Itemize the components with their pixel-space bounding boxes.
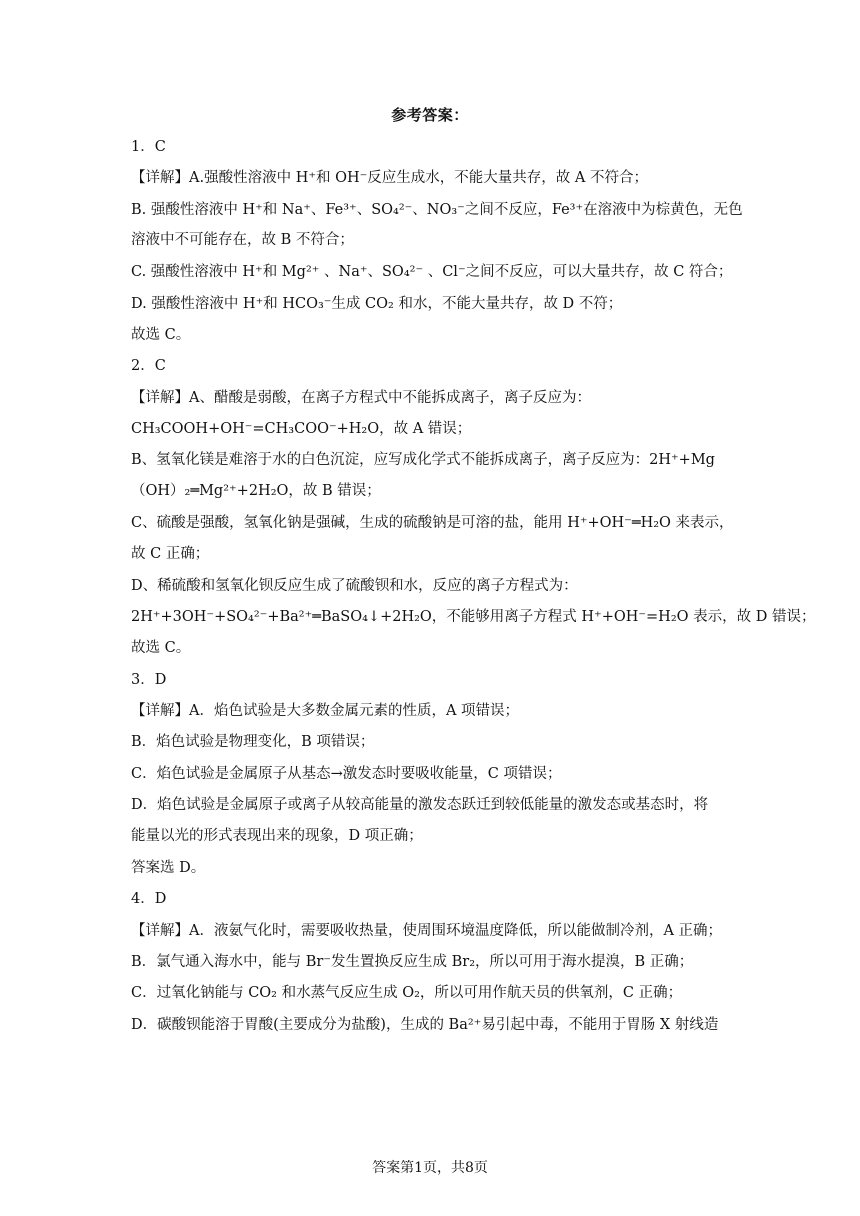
answer-line: 故 C 正确； bbox=[131, 546, 210, 562]
answer-line: 【详解】A．液氨气化时，需要吸收热量，使周围环境温度降低，所以能做制冷剂，A 正确； bbox=[131, 923, 723, 939]
answer-line: 故选 C。 bbox=[131, 640, 191, 656]
answer-line: D．焰色试验是金属原子或离子从较高能量的激发态跃迁到较低能量的激发态或基态时，将 bbox=[131, 797, 709, 813]
answer-line: D. 强酸性溶液中 H⁺和 HCO₃⁻生成 CO₂ 和水，不能大量共存，故 D 不符； bbox=[131, 296, 623, 312]
answer-line: 4．D bbox=[131, 891, 167, 907]
answer-line: CH₃COOH+OH⁻=CH₃COO⁻+H₂O，故 A 错误； bbox=[131, 421, 472, 437]
answer-line: B．氯气通入海水中，能与 Br⁻发生置换反应生成 Br₂，所以可用于海水提溴，B 正确； bbox=[131, 954, 694, 970]
answer-line: 答案选 D。 bbox=[131, 860, 206, 876]
answer-line: 1．C bbox=[131, 139, 166, 155]
answer-line: C．过氧化钠能与 CO₂ 和水蒸气反应生成 O₂，所以可用作航天员的供氧剂，C 正确； bbox=[131, 985, 683, 1001]
answer-line: 溶液中不可能存在，故 B 不符合； bbox=[131, 232, 354, 248]
answer-line: D．碳酸钡能溶于胃酸(主要成分为盐酸)，生成的 Ba²⁺易引起中毒，不能用于胃肠 X 射线造 bbox=[131, 1017, 719, 1033]
answer-line: 故选 C。 bbox=[131, 327, 191, 343]
answer-line: 【详解】A.强酸性溶液中 H⁺和 OH⁻反应生成水，不能大量共存，故 A 不符合； bbox=[131, 170, 648, 186]
page-footer: 答案第1页，共8页 bbox=[372, 1160, 488, 1176]
answer-line: D、稀硫酸和氢氧化钡反应生成了硫酸钡和水，反应的离子方程式为： bbox=[131, 578, 578, 594]
answer-line: 【详解】A、醋酸是弱酸，在离子方程式中不能拆成离子，离子反应为： bbox=[131, 390, 591, 406]
answer-line: C．焰色试验是金属原子从基态→激发态时要吸收能量，C 项错误； bbox=[131, 766, 562, 782]
answer-line: B、氢氧化镁是难溶于水的白色沉淀，应写成化学式不能拆成离子，离子反应为：2H⁺+Mg bbox=[131, 452, 715, 468]
answer-line: C、硫酸是强酸，氢氧化钠是强碱，生成的硫酸钠是可溶的盐，能用 H⁺+OH⁻═H₂O 来表示， bbox=[131, 515, 734, 531]
answer-line: （OH）₂═Mg²⁺+2H₂O，故 B 错误； bbox=[131, 483, 381, 499]
answer-line: 2．C bbox=[131, 358, 166, 374]
answer-line: 2H⁺+3OH⁻+SO₄²⁻+Ba²⁺═BaSO₄↓+2H₂O，不能够用离子方程式 H⁺+OH⁻=H₂O 表示，故 D 错误； bbox=[131, 609, 816, 625]
answer-line: C. 强酸性溶液中 H⁺和 Mg²⁺ 、Na⁺、SO₄²⁻ 、Cl⁻之间不反应，可以大量共存，故 C 符合； bbox=[131, 264, 733, 280]
answer-line: B．焰色试验是物理变化，B 项错误； bbox=[131, 734, 375, 750]
answer-line: 3．D bbox=[131, 672, 167, 688]
page-title: 参考答案： bbox=[391, 106, 469, 124]
answer-line: B. 强酸性溶液中 H⁺和 Na⁺、Fe³⁺、SO₄²⁻、NO₃⁻之间不反应，Fe³⁺在溶液中为棕黄色，无色 bbox=[131, 202, 743, 218]
answer-line: 【详解】A．焰色试验是大多数金属元素的性质，A 项错误； bbox=[131, 703, 520, 719]
answer-line: 能量以光的形式表现出来的现象，D 项正确； bbox=[131, 828, 423, 844]
